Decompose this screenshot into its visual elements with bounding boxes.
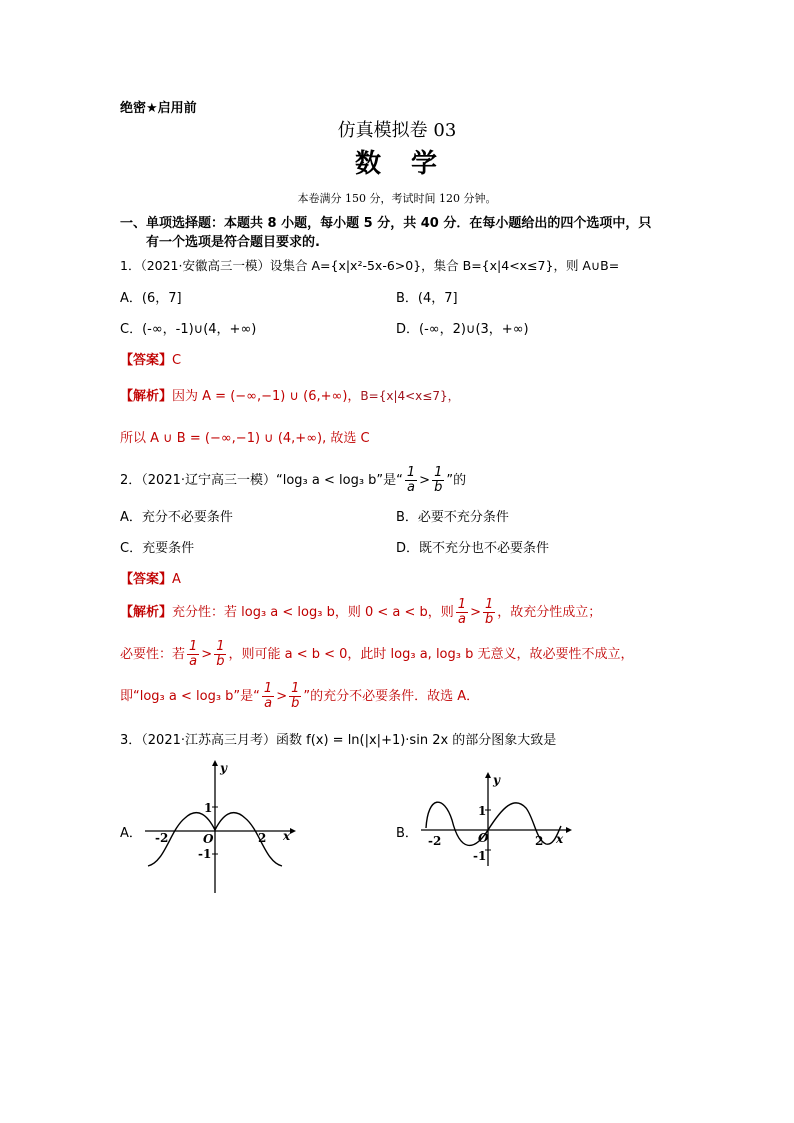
y-label: y (220, 761, 227, 775)
q2-answer (120, 568, 181, 587)
y-label: y (493, 773, 500, 787)
q2-analysis-line2: 必要性：若 $\frac{1}{a}$ > $\frac{1}{b}$ ，则可能 a < b < 0，此时 log₃ a, log₃ b 无意义，故必要性不成立， (120, 639, 634, 669)
fraction-one-over-a: $\frac{1}{a}$ (263, 681, 273, 711)
fraction-one-over-b: $\frac{1}{b}$ (484, 597, 494, 627)
q2-analysis-text: 必要性：若 (120, 647, 186, 662)
q1-answer (120, 349, 181, 368)
paper-title: 仿真模拟卷 03 (337, 120, 457, 141)
fraction-one-over-a: $\frac{1}{a}$ (189, 639, 198, 669)
tick-label-1: 1 (204, 801, 213, 815)
fraction-one-over-a: $\frac{1}{a}$ (406, 465, 416, 495)
y-axis-arrow (485, 772, 491, 778)
q3-option-a-label: A． (120, 826, 142, 841)
answer-value: C (172, 353, 182, 368)
q1-analysis-line2: 所以 A ∪ B = (−∞,−1) ∪ (4,+∞), 故选 C (120, 431, 370, 446)
q2-analysis-line1: 【解析】充分性：若 log₃ a < log₃ b，则 0 < a < b，则 $\frac{1}{a}$ > $\frac{1}{b}$ ，故充分性成立； (120, 597, 602, 627)
q2-option-b: B．必要不充分条件 (396, 510, 509, 525)
answer-label: 【答案】 (120, 572, 173, 587)
q2-analysis-text: ，则可能 a < b < 0，此时 log₃ a, log₃ b 无意义，故必要性不成立， (228, 647, 634, 662)
exam-note: 本卷满分 150 分，考试时间 120 分钟。 (297, 192, 497, 205)
q1-option-c: C．(-∞，-1)∪(4，+∞) (120, 322, 257, 337)
q1-option-b: B．(4，7] (396, 291, 458, 306)
q2-analysis-text: 即“log₃ a < log₃ b”是“ (120, 689, 260, 704)
x-label: x (283, 829, 291, 843)
q3-stem: 3．（2021·江苏高三月考）函数 f(x) = ln(|x|+1)·sin 2x 的部分图象大致是 (120, 733, 557, 748)
q2-analysis-text: 充分性：若 log₃ a < log₃ b，则 0 < a < b，则 (172, 605, 454, 620)
q3-graph-b (416, 770, 576, 870)
q1-stem: 1．（2021·安徽高三一模）设集合 A={x|x²-5x-6>0}，集合 B={x|4<x≤7}，则 A∪B= (120, 258, 620, 273)
q2-stem: 2．（2021·辽宁高三一模）“log₃ a < log₃ b”是“ $\frac{1}{a}$ > $\frac{1}{b}$ ”的 (120, 465, 467, 495)
x-label: x (556, 832, 564, 846)
tick-label-neg1: -1 (473, 849, 487, 863)
tick-label-2: 2 (258, 831, 267, 845)
x-axis-arrow (290, 828, 296, 834)
q2-option-a: A．充分不必要条件 (120, 510, 233, 525)
tick-label-neg1: -1 (198, 847, 212, 861)
fraction-one-over-b: $\frac{1}{b}$ (216, 639, 225, 669)
confidential-label: 绝密★启用前 (120, 101, 197, 116)
q2-analysis-text: ，故充分性成立； (497, 605, 602, 620)
fraction-one-over-b: $\frac{1}{b}$ (291, 681, 300, 711)
q1-option-a: A．(6，7] (120, 291, 182, 306)
q1-analysis-text-b: B={x|4<x≤7}， (360, 389, 460, 403)
q1-option-d: D．(-∞，2)∪(3，+∞) (396, 322, 529, 337)
origin-label: O (203, 832, 214, 846)
analysis-label: 【解析】 (120, 605, 173, 620)
y-axis-arrow (212, 760, 218, 766)
q2-stem-b: ”的 (446, 473, 467, 488)
section-heading-line1: 一、单项选择题：本题共 8 小题，每小题 5 分，共 40 分．在每小题给出的四个选项中，只 (120, 216, 652, 231)
tick-label-2: 2 (535, 834, 544, 848)
answer-label: 【答案】 (120, 353, 173, 368)
subject-title: 数 学 (354, 149, 439, 179)
tick-label-neg2: -2 (155, 831, 169, 845)
q2-option-c: C．充要条件 (120, 541, 195, 556)
q1-analysis-text-a: 因为 A = (−∞,−1) ∪ (6,+∞)， (172, 389, 361, 404)
answer-value: A (172, 572, 181, 587)
x-axis-arrow (566, 827, 572, 833)
q2-analysis-line3: 即“log₃ a < log₃ b”是“ $\frac{1}{a}$ > $\frac{1}{b}$ ”的充分不必要条件．故选 A． (120, 681, 480, 711)
q1-analysis-line1 (120, 385, 460, 404)
q2-stem-a: 2．（2021·辽宁高三一模）“log₃ a < log₃ b”是“ (120, 473, 403, 488)
origin-label: O (478, 831, 489, 845)
fraction-one-over-b: $\frac{1}{b}$ (434, 465, 443, 495)
analysis-label: 【解析】 (120, 389, 173, 404)
section-heading-line2: 有一个选项是符合题目要求的. (146, 235, 320, 250)
q2-analysis-text: ”的充分不必要条件．故选 A． (303, 689, 480, 704)
q3-option-b-label: B． (396, 826, 418, 841)
fraction-one-over-a: $\frac{1}{a}$ (457, 597, 467, 627)
tick-label-1: 1 (478, 804, 487, 818)
q3-graph-a (140, 758, 300, 898)
q2-option-d: D．既不充分也不必要条件 (396, 541, 550, 556)
tick-label-neg2: -2 (428, 834, 442, 848)
